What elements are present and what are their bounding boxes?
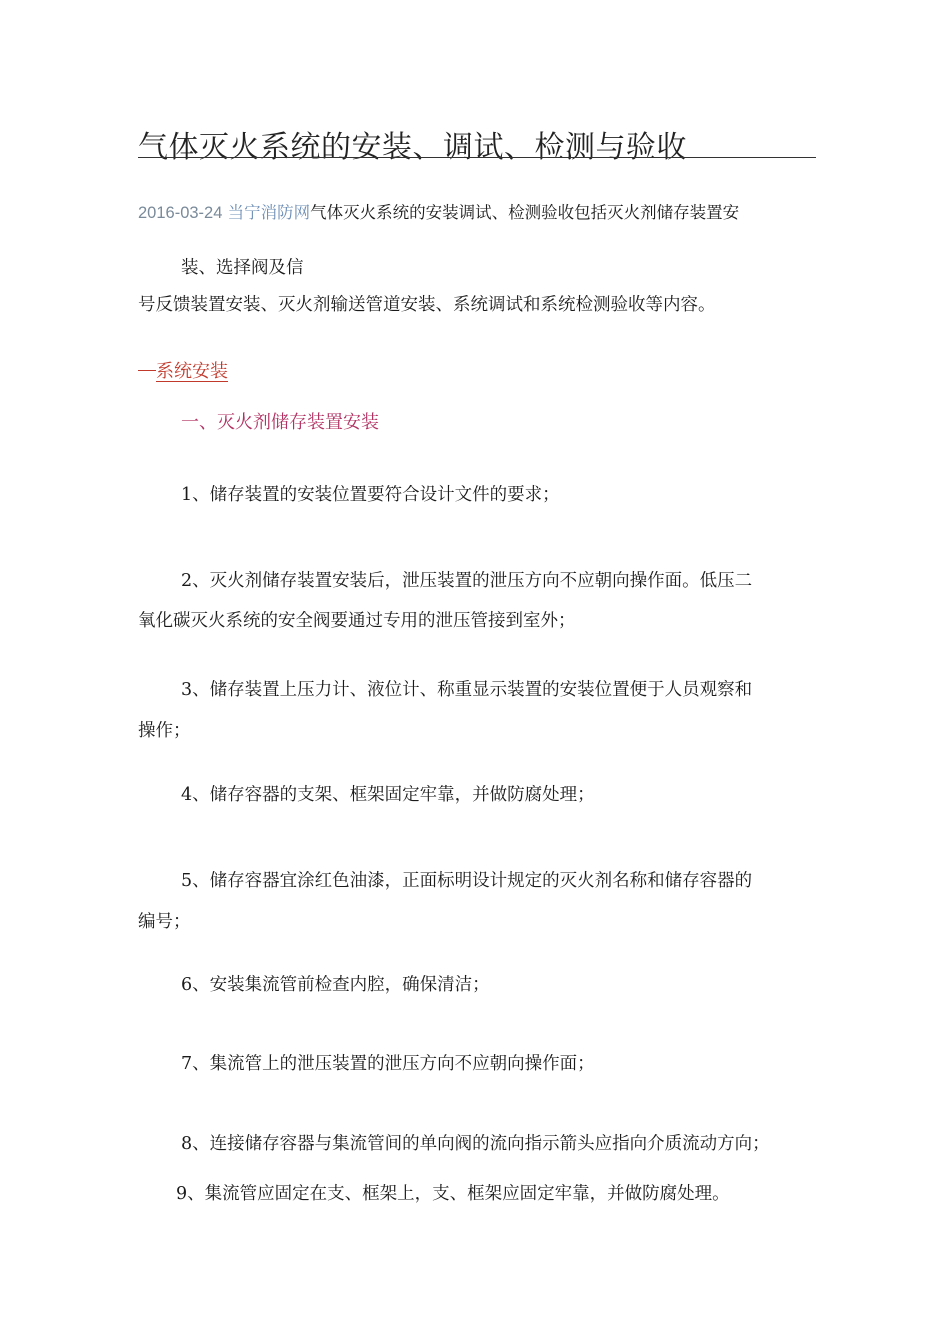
intro-text-line3: 号反馈装置安装、灭火剂输送管道安装、系统调试和系统检测验收等内容。	[138, 295, 716, 315]
section-dash	[138, 370, 156, 371]
source-link[interactable]: 当宁消防网	[227, 203, 311, 222]
list-item: 5、储存容器宜涂红色油漆，正面标明设计规定的灭火剂名称和储存容器的	[181, 871, 753, 891]
list-item: 3、储存装置上压力计、液位计、称重显示装置的安装位置便于人员观察和	[181, 680, 753, 700]
intro-text-line2: 装、选择阀及信	[181, 258, 304, 278]
publish-date: 2016-03-24	[138, 204, 223, 222]
list-item-continuation: 操作；	[138, 721, 191, 741]
list-item: 8、连接储存容器与集流管间的单向阀的流向指示箭头应指向介质流动方向；	[181, 1134, 770, 1154]
title-divider	[138, 157, 816, 158]
list-item-continuation: 氧化碳灭火系统的安全阀要通过专用的泄压管接到室外；	[138, 611, 576, 631]
list-item: 2、灭火剂储存装置安装后，泄压装置的泄压方向不应朝向操作面。低压二	[181, 571, 753, 591]
list-item: 4、储存容器的支架、框架固定牢靠，并做防腐处理；	[181, 785, 595, 805]
section-link-system-install[interactable]	[138, 357, 228, 383]
subheading-storage-install: 一、灭火剂储存装置安装	[181, 412, 379, 433]
list-item: 6、安装集流管前检查内腔，确保清洁；	[181, 975, 490, 995]
page-title: 气体灭火系统的安装、调试、检测与验收	[138, 130, 687, 165]
intro-text-line1: 气体灭火系统的安装调试、检测验收包括灭火剂储存装置安	[310, 203, 740, 222]
list-item: 1、储存装置的安装位置要符合设计文件的要求；	[181, 485, 560, 505]
list-item: 9、集流管应固定在支、框架上，支、框架应固定牢靠，并做防腐处理。	[176, 1184, 730, 1204]
list-item: 7、集流管上的泄压装置的泄压方向不应朝向操作面；	[181, 1054, 595, 1074]
section-link-label: 系统安装	[156, 361, 228, 382]
article-meta	[138, 199, 739, 223]
list-item-continuation: 编号；	[138, 912, 191, 932]
